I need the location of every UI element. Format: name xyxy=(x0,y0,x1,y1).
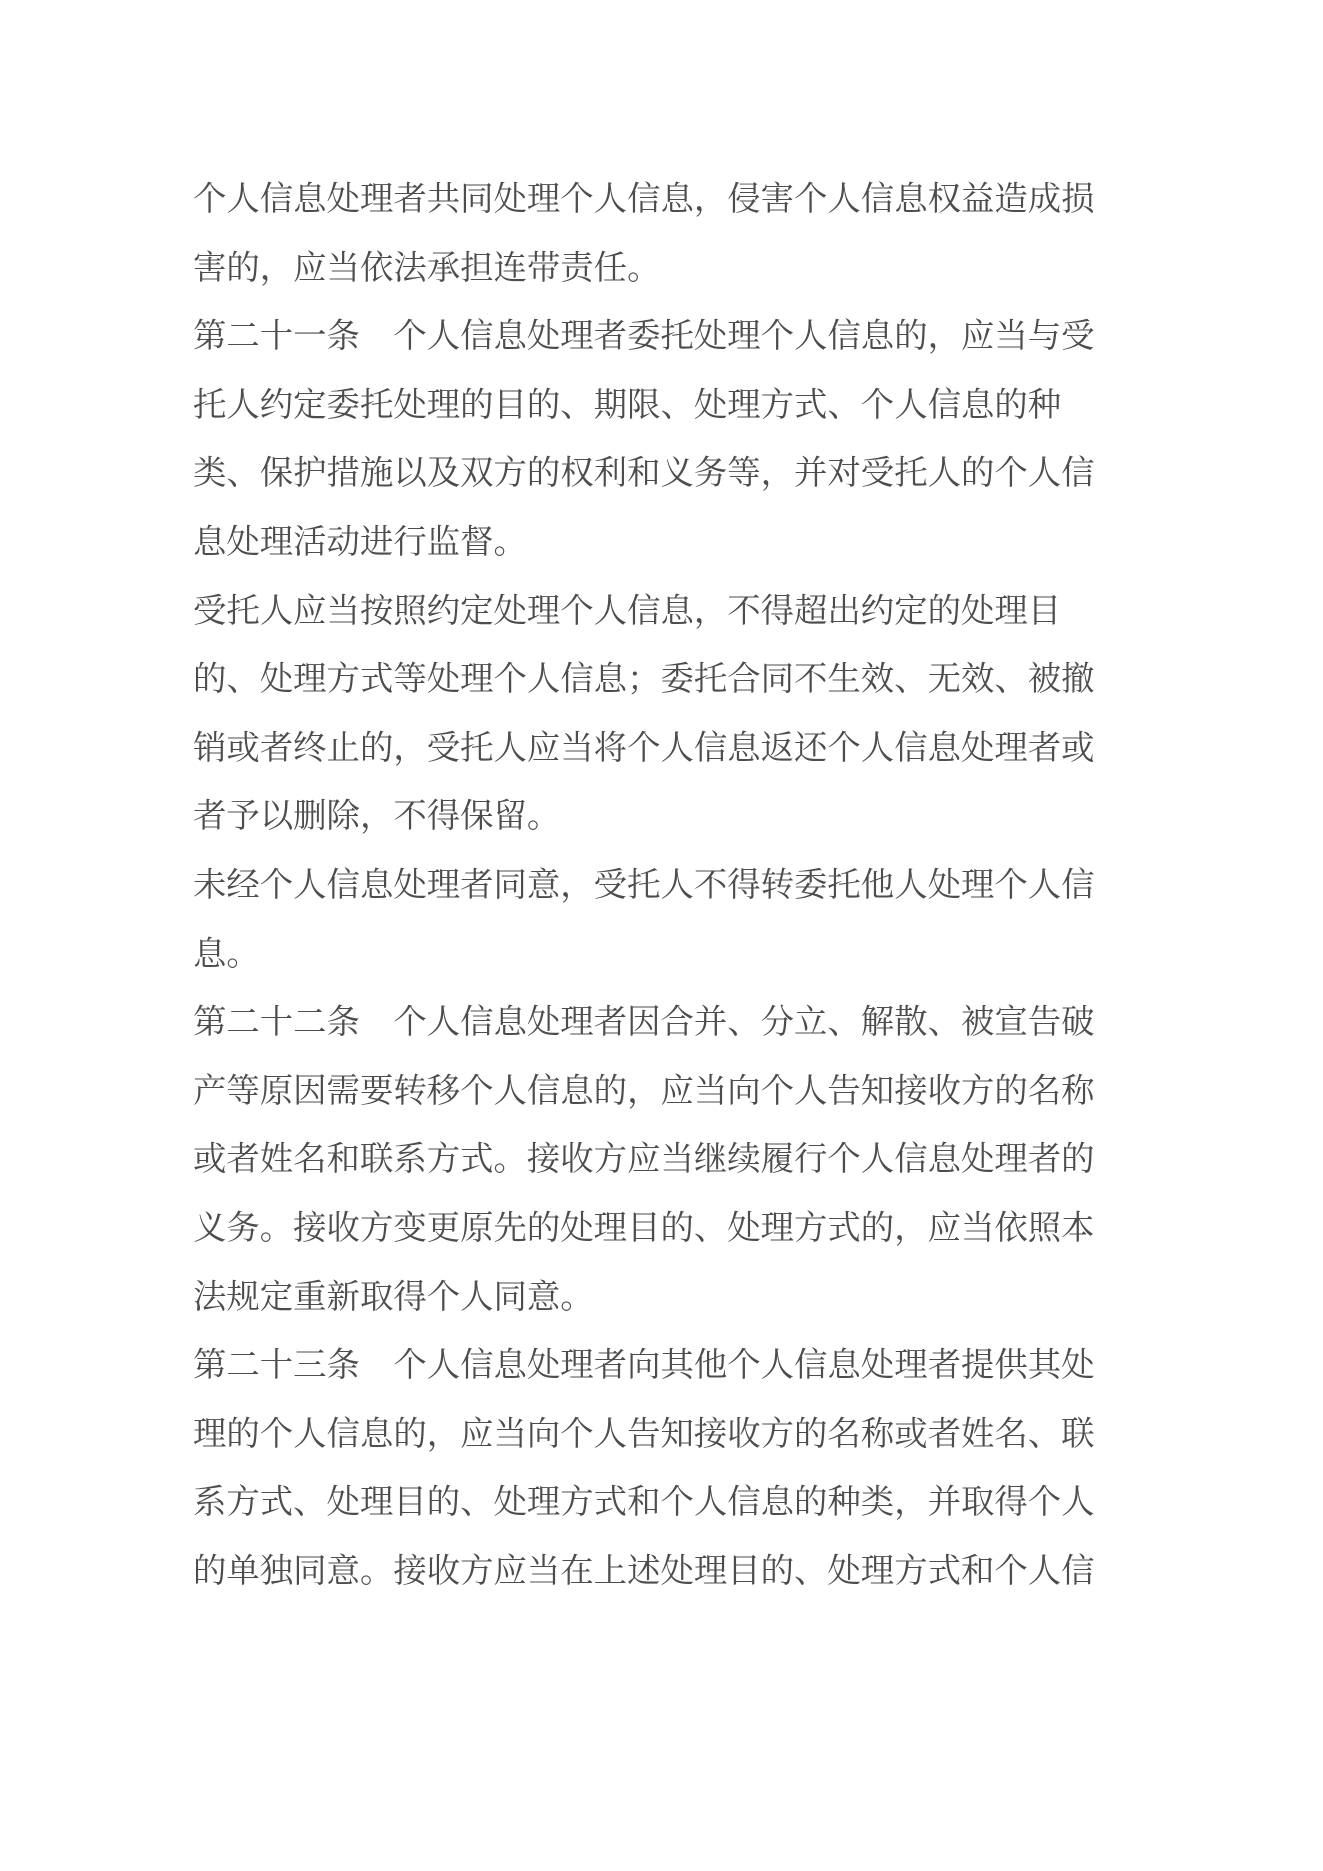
paragraph-article-21: 第二十一条 个人信息处理者委托处理个人信息的，应当与受托人约定委托处理的目的、期限、处理方式、个人信息的种类、保护措施以及双方的权利和义务等，并对受托人的个人信息处理活动进行监督。 xyxy=(193,316,1095,561)
paragraph-article-21-no-subdelegation: 未经个人信息处理者同意，受托人不得转委托他人处理个人信息。 xyxy=(193,864,1095,973)
paragraph-article-22: 第二十二条 个人信息处理者因合并、分立、解散、被宣告破产等原因需要转移个人信息的，应当向个人告知接收方的名称或者姓名和联系方式。接收方应当继续履行个人信息处理者的义务。接收方变更原先的处理目的、处理方式的，应当依照本法规定重新取得个人同意。 xyxy=(193,1002,1095,1316)
document-content xyxy=(193,165,1105,1605)
paragraph-article-21-trustee-duty: 受托人应当按照约定处理个人信息，不得超出约定的处理目的、处理方式等处理个人信息；委托合同不生效、无效、被撤销或者终止的，受托人应当将个人信息返还个人信息处理者或者予以删除，不得保留。 xyxy=(193,590,1095,836)
paragraph-article-23: 第二十三条 个人信息处理者向其他个人信息处理者提供其处理的个人信息的，应当向个人告知接收方的名称或者姓名、联系方式、处理目的、处理方式和个人信息的种类，并取得个人的单独同意。接收方应当在上述处理目的、处理方式和个人信 xyxy=(193,1345,1095,1590)
paragraph-joint-liability: 个人信息处理者共同处理个人信息，侵害个人信息权益造成损害的，应当依法承担连带责任。 xyxy=(193,179,1095,287)
